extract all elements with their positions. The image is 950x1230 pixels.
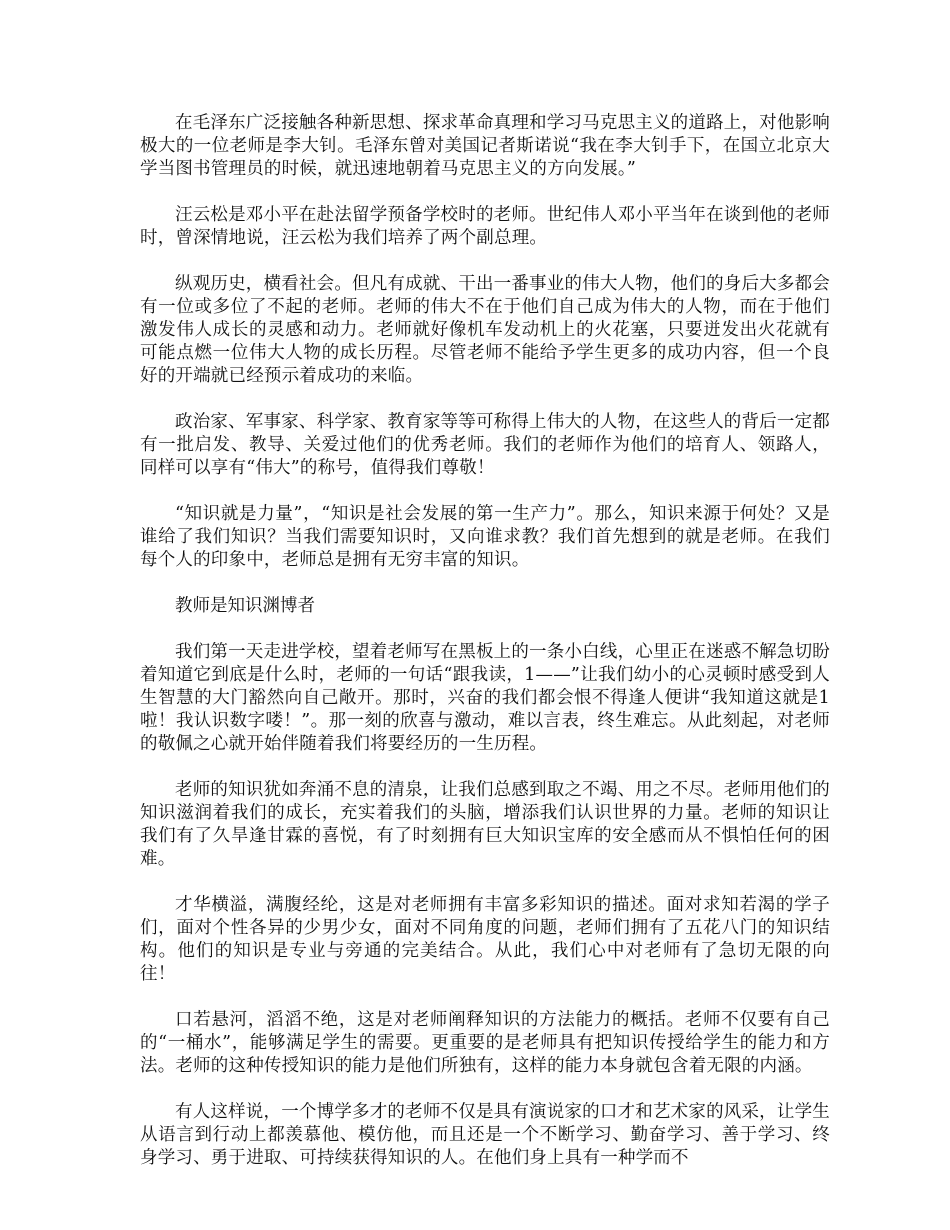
paragraph-5: “知识就是力量”，“知识是社会发展的第一生产力”。那么，知识来源于何处？又是谁给了我们知识？当我们需要知识时，又向谁求教？我们首先想到的就是老师。在我们每个人的印象中，老师总是拥有无穷丰富的知识。 [140,504,830,570]
paragraph-8: 才华横溢，满腹经纶，这是对老师拥有丰富多彩知识的描述。面对求知若渴的学子们，面对个性各异的少男少女，面对不同角度的问题，老师们拥有了五花八门的知识结构。他们的知识是专业与旁通的完美结合。从此，我们心中对老师有了急切无限的向往！ [140,895,830,984]
paragraph-2: 汪云松是邓小平在赴法留学预备学校时的老师。世纪伟人邓小平当年在谈到他的老师时，曾深情地说，汪云松为我们培养了两个副总理。 [140,205,830,248]
section-heading: 教师是知识渊博者 [175,596,315,616]
paragraph-10: 有人这样说，一个博学多才的老师不仅是具有演说家的口才和艺术家的风采，让学生从语言到行动上都羡慕他、模仿他，而且还是一个不断学习、勤奋学习、善于学习、终身学习、勇于进取、可持续获得知识的人。在他们身上具有一种学而不 [140,1102,830,1168]
paragraph-9: 口若悬河，滔滔不绝，这是对老师阐释知识的方法能力的概括。老师不仅要有自己的“一桶水”，能够满足学生的需要。更重要的是老师具有把知识传授给学生的能力和方法。老师的这种传授知识的能力是他们所独有，这样的能力本身就包含着无限的内涵。 [140,1010,830,1076]
paragraph-6: 我们第一天走进学校，望着老师写在黑板上的一条小白线，心里正在迷惑不解急切盼着知道它到底是什么时，老师的一句话“跟我读，1——”让我们幼小的心灵顿时感受到人生智慧的大门豁然向自己敞开。那时，兴奋的我们都会恨不得逢人便讲“我知道这就是1啦！我认识数字喽！”。那一刻的欣喜与激动，难以言表，终生难忘。从此刻起，对老师的敬佩之心就开始伴随着我们将要经历的一生历程。 [140,642,830,754]
paragraph-4: 政治家、军事家、科学家、教育家等等可称得上伟大的人物，在这些人的背后一定都有一批启发、教导、关爱过他们的优秀老师。我们的老师作为他们的培育人、领路人，同样可以享有“伟大”的称号，值得我们尊敬！ [140,412,830,478]
paragraph-7: 老师的知识犹如奔涌不息的清泉，让我们总感到取之不竭、用之不尽。老师用他们的知识滋润着我们的成长，充实着我们的头脑，增添我们认识世界的力量。老师的知识让我们有了久旱逢甘霖的喜悦，有了时刻拥有巨大知识宝库的安全感而从不惧怕任何的困难。 [140,780,830,869]
paragraph-3: 纵观历史，横看社会。但凡有成就、干出一番事业的伟大人物，他们的身后大多都会有一位或多位了不起的老师。老师的伟大不在于他们自己成为伟大的人物，而在于他们激发伟人成长的灵感和动力。老师就好像机车发动机上的火花塞，只要迸发出火花就有可能点燃一位伟大人物的成长历程。尽管老师不能给予学生更多的成功内容，但一个良好的开端就已经预示着成功的来临。 [140,274,830,386]
paragraph-1: 在毛泽东广泛接触各种新思想、探求革命真理和学习马克思主义的道路上，对他影响极大的一位老师是李大钊。毛泽东曾对美国记者斯诺说“我在李大钊手下，在国立北京大学当图书管理员的时候，就迅速地朝着马克思主义的方向发展。” [140,113,830,179]
document-body [140,112,830,1193]
